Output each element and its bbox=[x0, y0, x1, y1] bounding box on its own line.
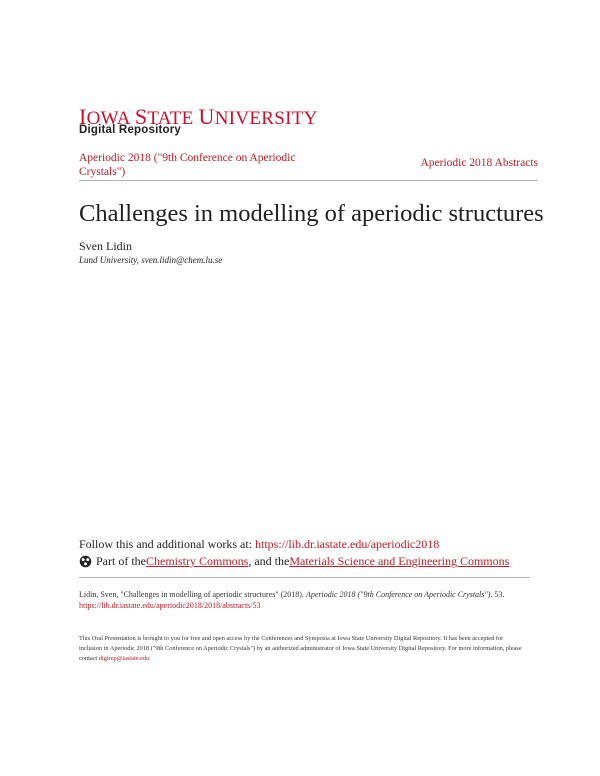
logo-text: OWA bbox=[86, 108, 135, 129]
citation-divider bbox=[79, 577, 530, 578]
logo-letter: U bbox=[198, 104, 215, 129]
citation-url-link[interactable]: https://lib.dr.iastate.edu/aperiodic2018/2018/abstracts/53 bbox=[79, 601, 261, 610]
collection-url-link[interactable]: https://lib.dr.iastate.edu/aperiodic2018 bbox=[255, 537, 440, 551]
notice-text: This Oral Presentation is brought to you for free and open access by the Conferences and Symposia at Iowa State University Digital Repository. It has been accepted for inclusion in Aperiodic 2018 ("9th Conference on Aperiodic Crystals") by an authorized administrator of Iowa State University Digital Repository. For more information, please contact bbox=[79, 635, 522, 662]
author-affiliation: Lund University, sven.lidin@chem.lu.se bbox=[79, 255, 223, 265]
follow-prefix: Follow this and additional works at: bbox=[79, 537, 255, 551]
digital-repository-label: Digital Repository bbox=[79, 124, 182, 136]
recommended-citation bbox=[79, 589, 539, 611]
access-notice bbox=[79, 634, 524, 664]
contact-email-link[interactable]: digirep@iastate.edu bbox=[98, 655, 150, 662]
logo-letter: S bbox=[134, 104, 148, 129]
part-of-middle: , and the bbox=[248, 554, 290, 568]
citation-suffix: . 53. bbox=[490, 590, 505, 599]
part-of-line bbox=[79, 554, 509, 569]
logo-letter: I bbox=[79, 104, 87, 129]
collection-link[interactable]: Aperiodic 2018 ("9th Conference on Aperiodic Crystals") bbox=[79, 152, 296, 178]
notice-end: . bbox=[149, 655, 151, 662]
commons-network-icon bbox=[79, 555, 92, 568]
citation-text: Lidin, Sven, "Challenges in modelling of aperiodic structures" (2018). bbox=[79, 590, 306, 599]
citation-italic: Aperiodic 2018 ("9th Conference on Aperiodic Crystals") bbox=[305, 590, 491, 599]
series-link[interactable]: Aperiodic 2018 Abstracts bbox=[420, 157, 538, 169]
materials-commons-link[interactable]: Materials Science and Engineering Commons bbox=[289, 554, 510, 568]
document-title: Challenges in modelling of aperiodic structures bbox=[79, 200, 544, 227]
logo-text: NIVERSITY bbox=[214, 108, 318, 129]
part-of-prefix: Part of the bbox=[96, 554, 146, 568]
logo-text: TATE bbox=[147, 108, 199, 129]
author-name: Sven Lidin bbox=[79, 239, 132, 253]
header-divider bbox=[79, 180, 538, 181]
chemistry-commons-link[interactable]: Chemistry Commons bbox=[146, 554, 249, 568]
follow-line bbox=[79, 537, 439, 552]
